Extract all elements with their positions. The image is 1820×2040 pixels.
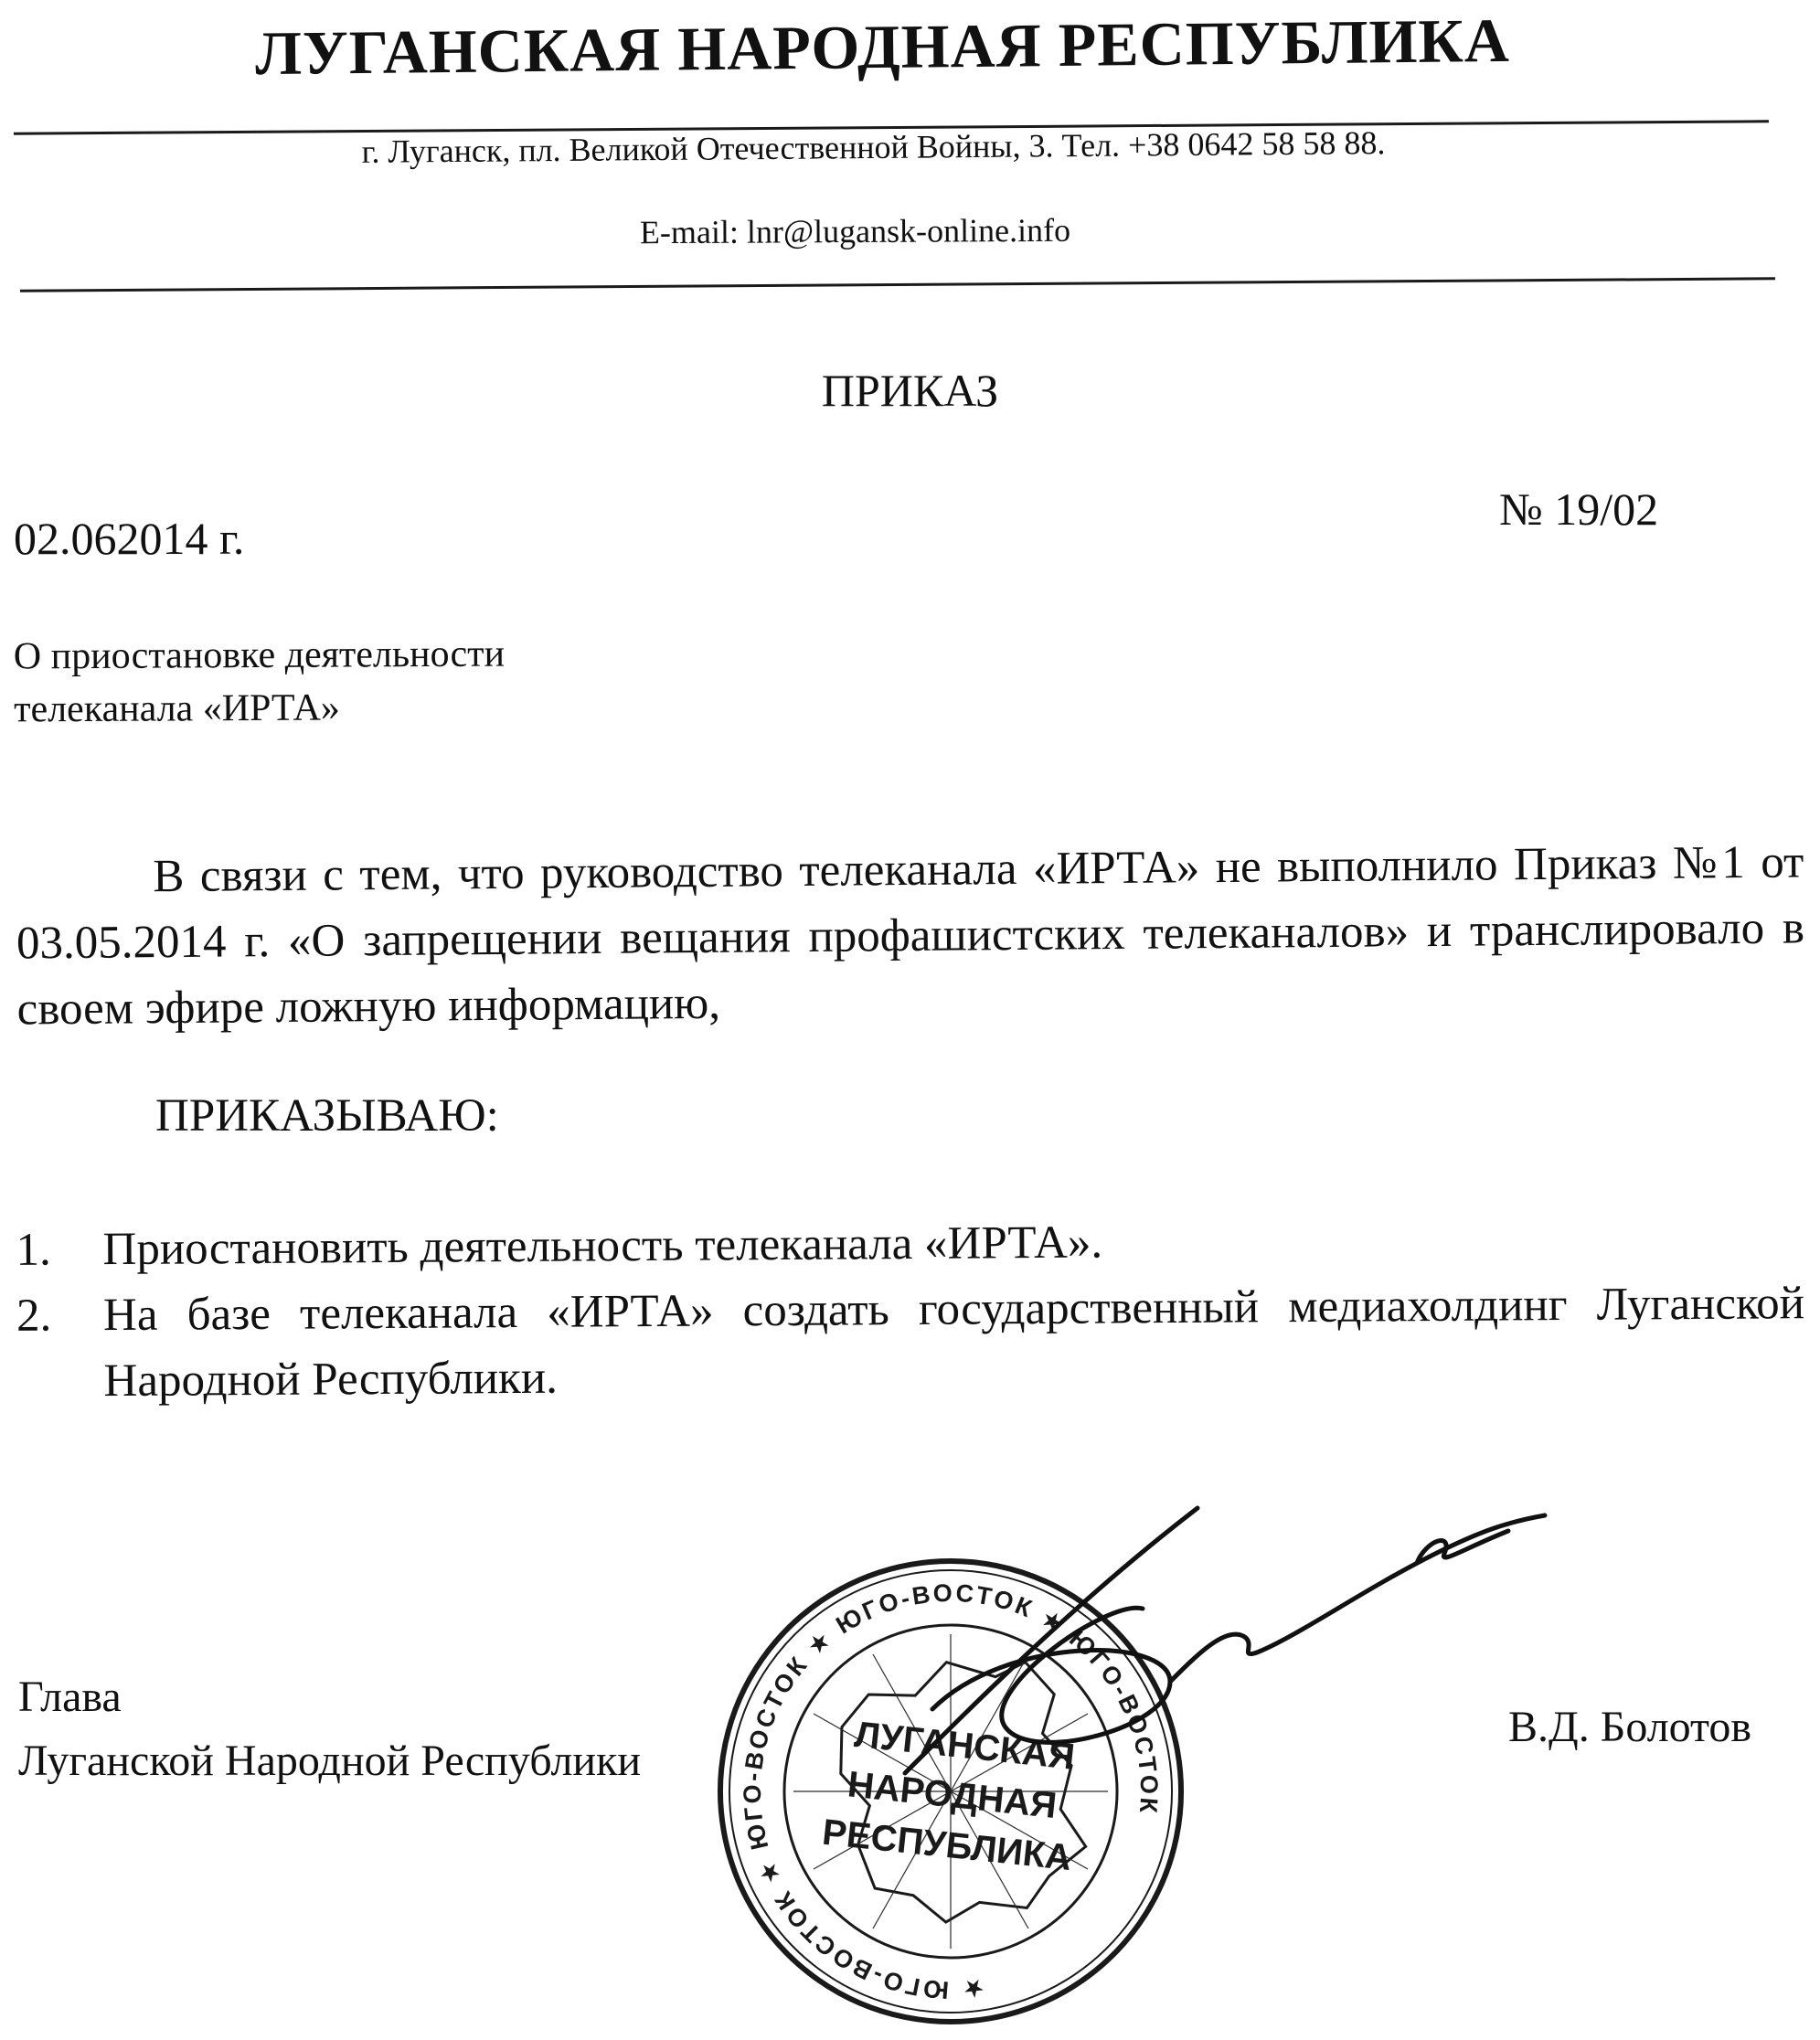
document-type: ПРИКАЗ — [821, 365, 999, 416]
subject-line: О приостановке деятельности — [13, 632, 506, 678]
order-item-text: На базе телеканала «ИРТА» создать государственный медиахолдинг Луганской Народной Республики. — [102, 1278, 1805, 1408]
organization-email: E-mail: lnr@lugansk-online.info — [639, 211, 1071, 251]
signer-name: В.Д. Болотов — [1508, 1703, 1752, 1751]
seal-center-line: ЛУГАНСКАЯ — [852, 1714, 1077, 1778]
signature-stroke — [905, 1508, 1197, 1773]
header-rule-bottom — [20, 277, 1775, 292]
order-item — [16, 1205, 1804, 1283]
document-subject — [14, 628, 506, 737]
organization-title: ЛУГАНСКАЯ НАРОДНАЯ РЕСПУБЛИКА — [254, 5, 1511, 89]
subject-line: телеканала «ИРТА» — [14, 686, 340, 731]
signature-stroke — [932, 1608, 1170, 1742]
order-verb: ПРИКАЗЫВАЮ: — [155, 1090, 499, 1142]
order-item-text: Приостановить деятельность телеканала «ИРТА». — [102, 1217, 1103, 1276]
order-item-number: 2. — [16, 1290, 52, 1342]
order-items-list — [16, 1205, 1804, 1415]
order-number: № 19/02 — [1499, 483, 1659, 535]
seal-center-line: НАРОДНАЯ — [846, 1764, 1059, 1827]
seal-center-line: РЕСПУБЛИКА — [820, 1812, 1074, 1879]
handwritten-signature — [868, 1499, 1563, 1801]
signatory-title-line: Луганской Народной Республики — [18, 1737, 642, 1785]
signatory-title — [18, 1665, 641, 1793]
organization-address: г. Луганск, пл. Великой Отечественной Войны, 3. Тел. +38 0642 58 58 88. — [361, 124, 1386, 170]
document-date: 02.062014 г. — [14, 513, 245, 564]
seal-ring-text: ★ ЮГО-ВОСТОК ★ ЮГО-ВОСТОК ★ ЮГО-ВОСТОК ★ ЮГО-ВОСТОК — [738, 1578, 1164, 2004]
preamble-paragraph: В связи с тем, что руководство телеканала «ИРТА» не выполнило Приказ №1 от 03.05.2014 г. «О запрещении вещания профашистских телеканалов» и транслировало в своем эфире ложную информацию, — [16, 836, 1805, 1036]
order-item-number: 1. — [16, 1224, 51, 1276]
signatory-title-line: Глава — [18, 1673, 122, 1721]
order-item — [16, 1270, 1805, 1415]
